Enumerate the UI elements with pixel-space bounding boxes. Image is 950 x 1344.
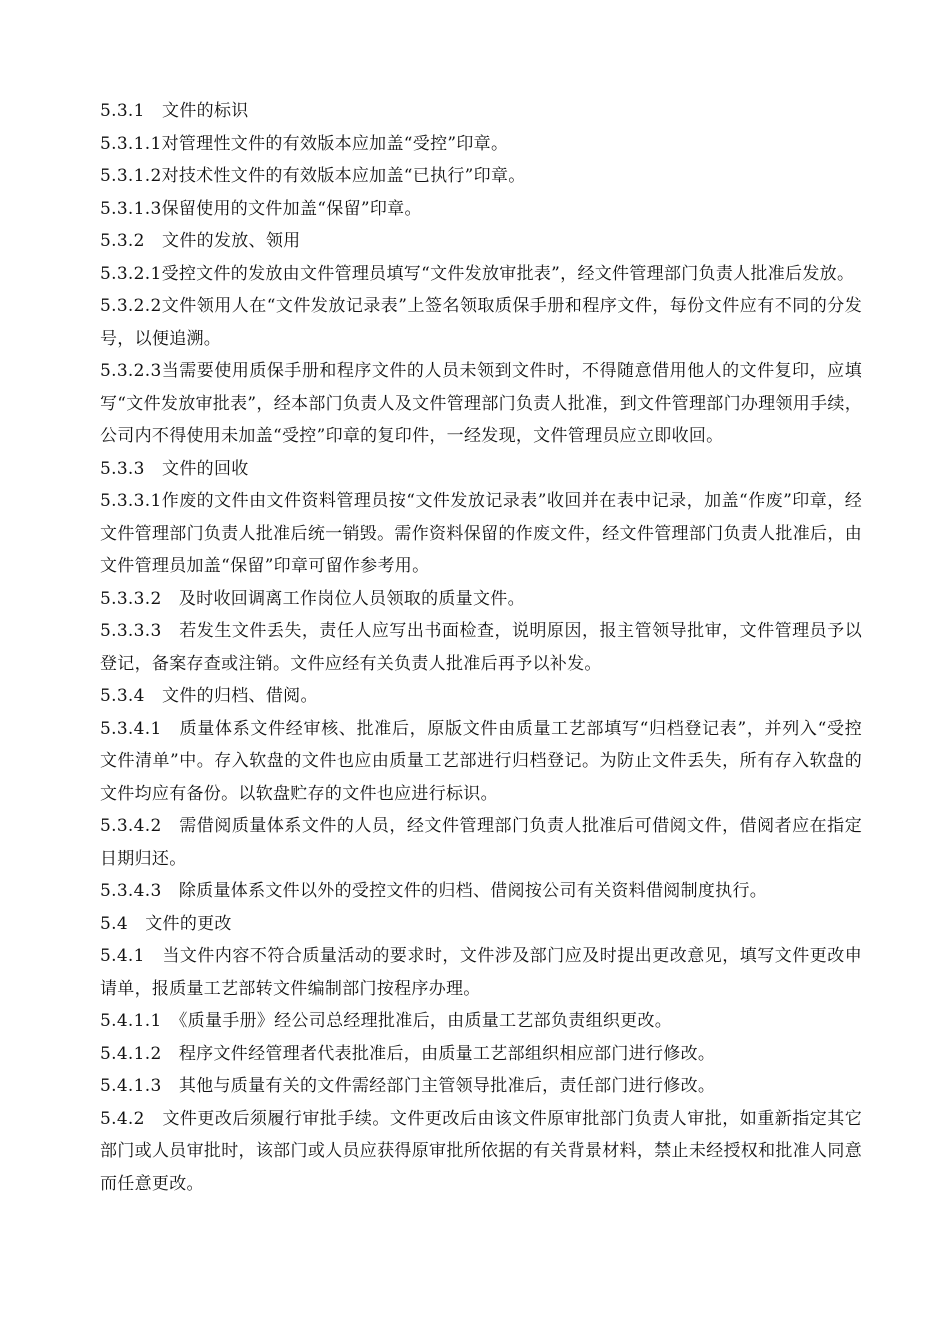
- paragraph-5-4-1-1: 5.4.1.1 《质量手册》经公司总经理批准后，由质量工艺部负责组织更改。: [100, 1011, 673, 1031]
- document-page: [100, 95, 862, 1200]
- heading-5-3-4: 5.3.4 文件的归档、借阅。: [100, 686, 318, 706]
- paragraph-5-3-1-1: 5.3.1.1对管理性文件的有效版本应加盖“受控”印章。: [100, 133, 509, 154]
- paragraph-5-3-1-2: 5.3.1.2对技术性文件的有效版本应加盖“已执行”印章。: [100, 166, 526, 186]
- heading-5-3-1: 5.3.1 文件的标识: [100, 101, 249, 121]
- paragraph-5-3-4-1: 5.3.4.1 质量体系文件经审核、批准后，原版文件由质量工艺部填写“归档登记表”，并列入“受控文件清单”中。存入软盘的文件也应由质量工艺部进行归档登记。为防止文件丢失，所有存入软盘的文件均应有备份。以软盘贮存的文件也应进行标识。: [100, 718, 862, 804]
- paragraph-5-4-1-2: 5.4.1.2 程序文件经管理者代表批准后，由质量工艺部组织相应部门进行修改。: [100, 1043, 716, 1064]
- paragraph-5-3-3-2: 5.3.3.2 及时收回调离工作岗位人员领取的质量文件。: [100, 588, 525, 609]
- paragraph-5-3-2-1: 5.3.2.1受控文件的发放由文件管理员填写“文件发放审批表”，经文件管理部门负责人批准后发放。: [100, 263, 855, 284]
- paragraph-5-3-4-3: 5.3.4.3 除质量体系文件以外的受控文件的归档、借阅按公司有关资料借阅制度执行。: [100, 881, 768, 901]
- paragraph-5-3-3-3: 5.3.3.3 若发生文件丢失，责任人应写出书面检查，说明原因，报主管领导批审，文件管理员予以登记，备案存查或注销。文件应经有关负责人批准后再予以补发。: [100, 621, 862, 674]
- paragraph-5-4-2: 5.4.2 文件更改后须履行审批手续。文件更改后由该文件原审批部门负责人审批，如重新指定其它部门或人员审批时，该部门或人员应获得原审批所依据的有关背景材料，禁止未经授权和批准人同意而任意更改。: [100, 1108, 862, 1194]
- paragraph-5-4-1-3: 5.4.1.3 其他与质量有关的文件需经部门主管领导批准后，责任部门进行修改。: [100, 1076, 716, 1096]
- heading-5-3-2: 5.3.2 文件的发放、领用: [100, 231, 301, 251]
- heading-5-4: 5.4 文件的更改: [100, 913, 232, 934]
- paragraph-5-4-1: 5.4.1 当文件内容不符合质量活动的要求时，文件涉及部门应及时提出更改意见，填写文件更改申请单，报质量工艺部转文件编制部门按程序办理。: [100, 946, 862, 999]
- paragraph-5-3-1-3: 5.3.1.3保留使用的文件加盖“保留”印章。: [100, 198, 422, 219]
- paragraph-5-3-2-2: 5.3.2.2文件领用人在“文件发放记录表”上签名领取质保手册和程序文件，每份文件应有不同的分发号，以便追溯。: [100, 296, 862, 349]
- paragraph-5-3-3-1: 5.3.3.1作废的文件由文件资料管理员按“文件发放记录表”收回并在表中记录，加盖“作废”印章，经文件管理部门负责人批准后统一销毁。需作资料保留的作废文件，经文件管理部门负责人批准后，由文件管理员加盖“保留”印章可留作参考用。: [100, 491, 862, 576]
- paragraph-5-3-2-3: 5.3.2.3当需要使用质保手册和程序文件的人员未领到文件时，不得随意借用他人的文件复印，应填写“文件发放审批表”，经本部门负责人及文件管理部门负责人批准，到文件管理部门办理领用手续，公司内不得使用未加盖“受控”印章的复印件，一经发现，文件管理员应立即收回。: [100, 361, 862, 446]
- paragraph-5-3-4-2: 5.3.4.2 需借阅质量体系文件的人员，经文件管理部门负责人批准后可借阅文件，借阅者应在指定日期归还。: [100, 816, 862, 869]
- heading-5-3-3: 5.3.3 文件的回收: [100, 458, 249, 479]
